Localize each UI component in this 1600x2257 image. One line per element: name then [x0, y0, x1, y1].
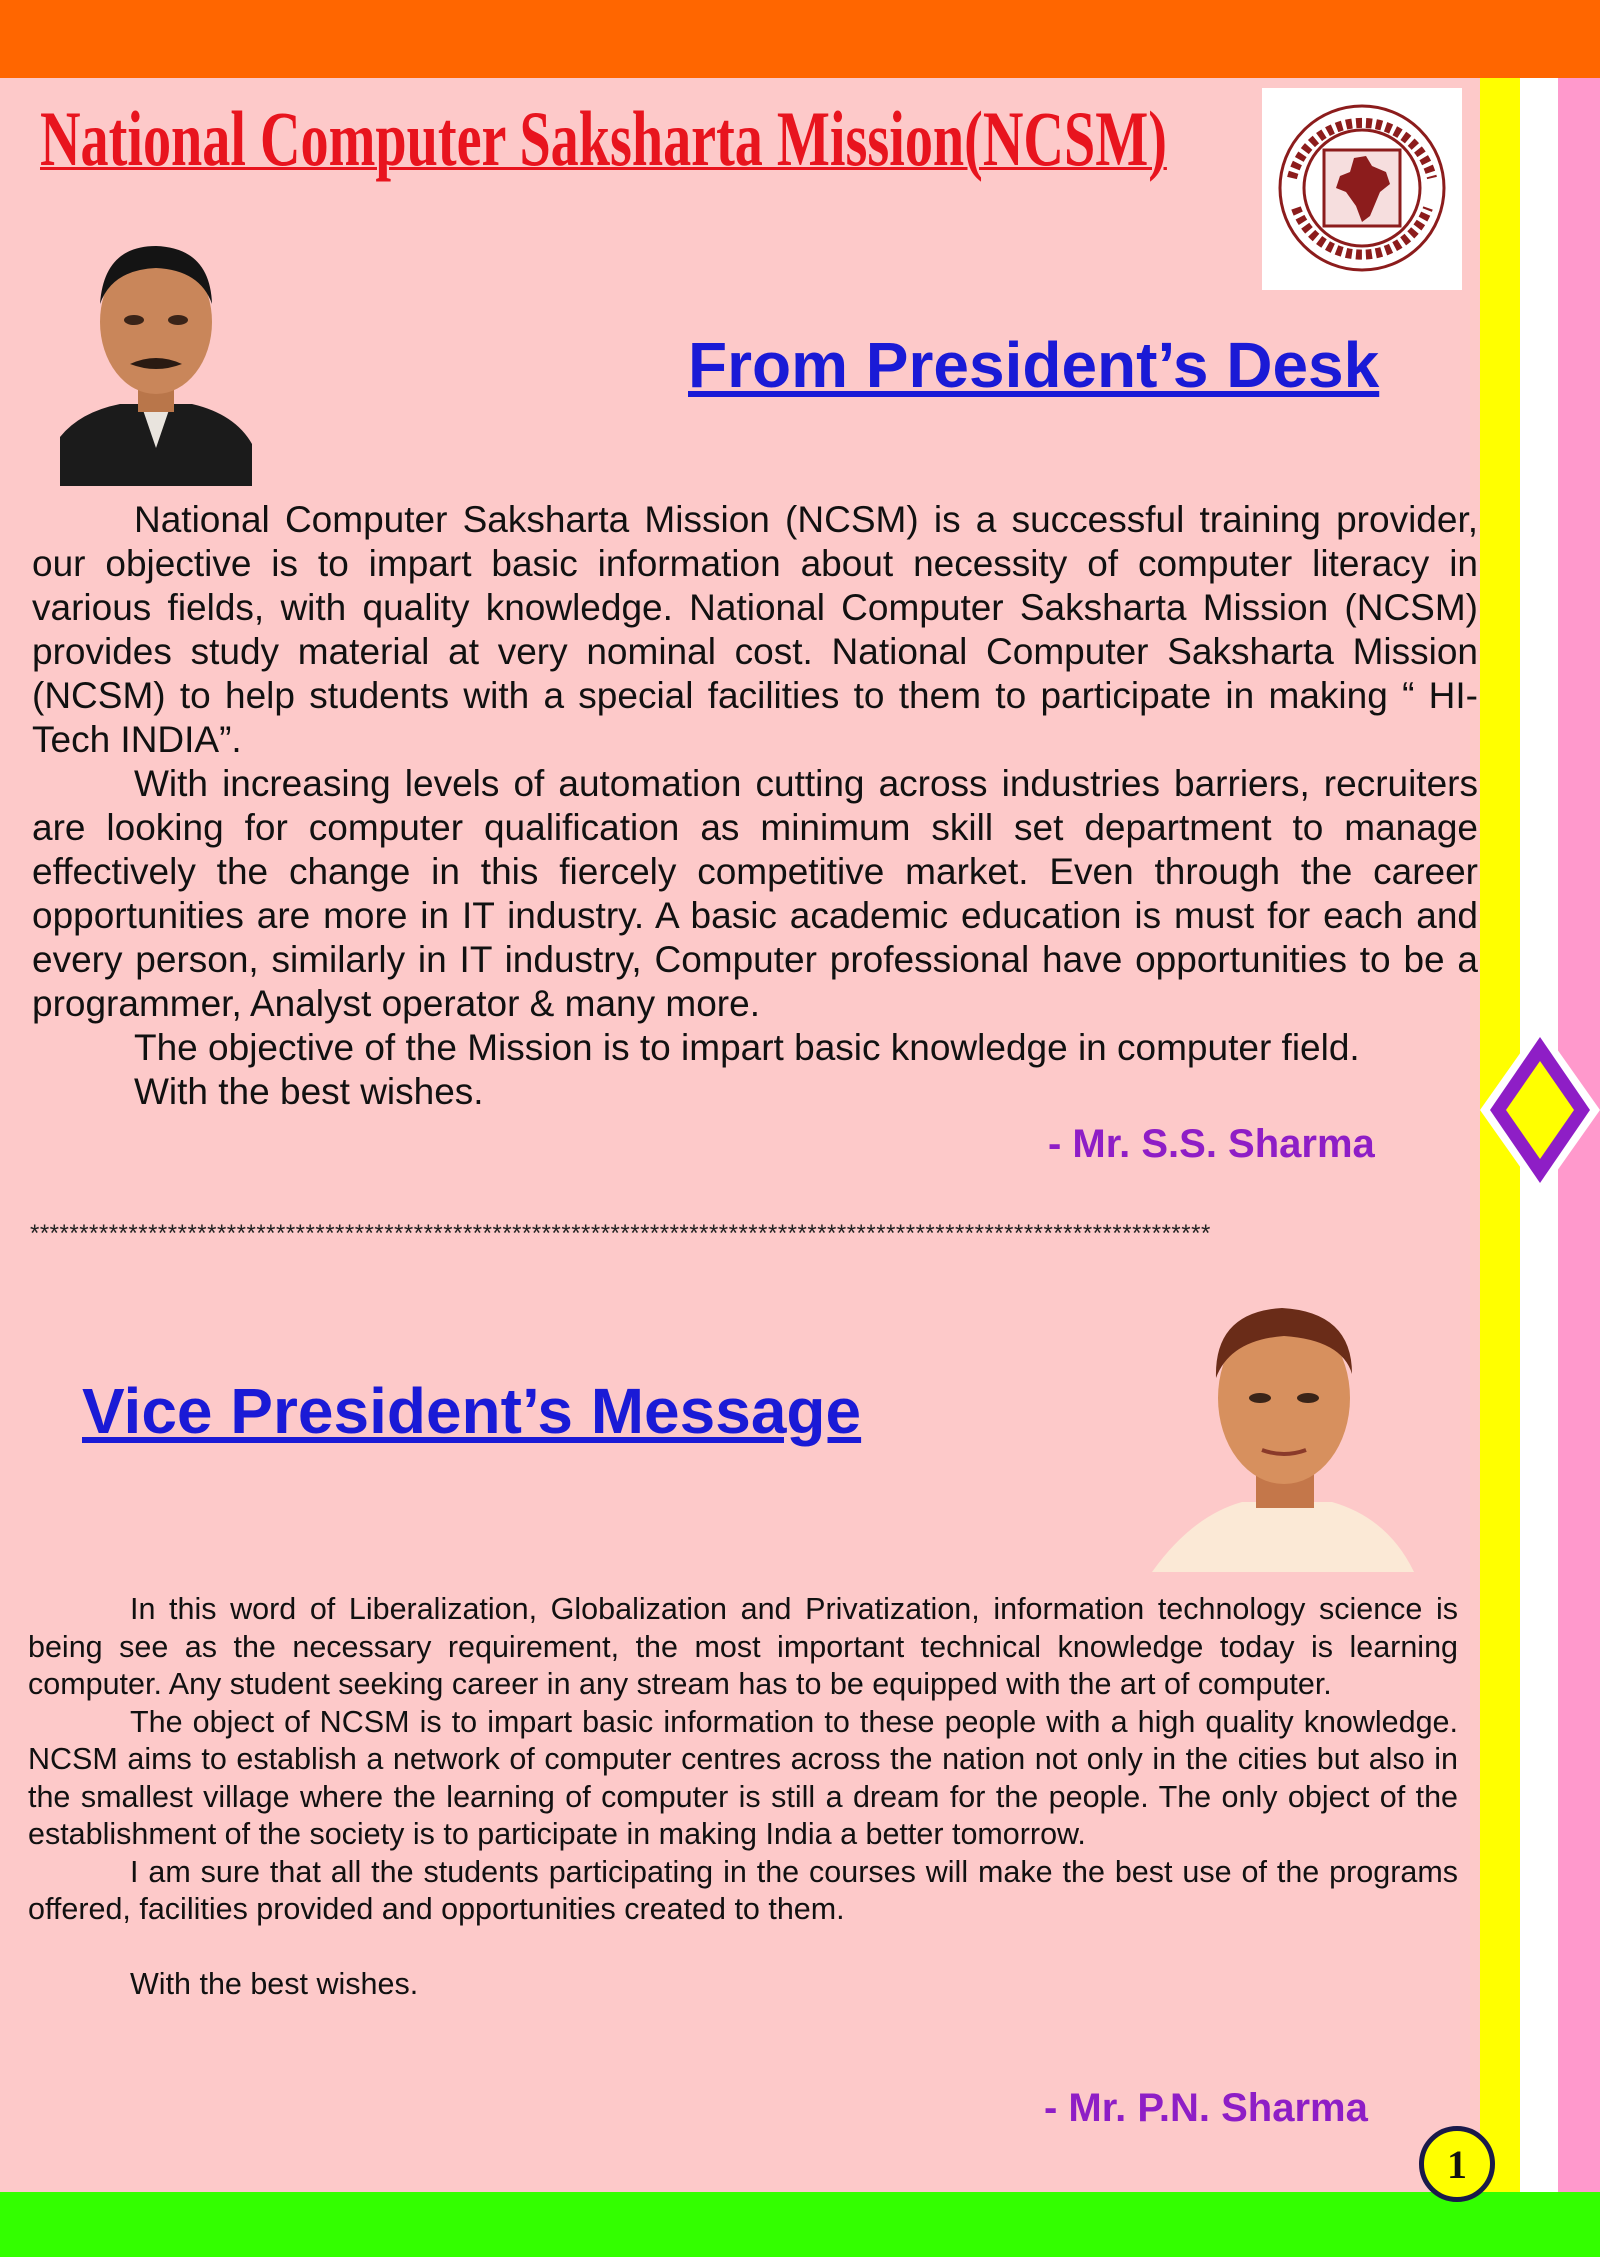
president-photo [60, 222, 252, 486]
vice-president-paragraph: I am sure that all the students participating in the courses will make the best use of the programs offered, facilities provided and opportunities created to them. [28, 1854, 1458, 1926]
vice-president-paragraph: With the best wishes. [130, 1966, 419, 2001]
bottom-green-band [0, 2192, 1600, 2257]
diamond-ornament-icon [1480, 1025, 1600, 1200]
vice-president-paragraph: In this word of Liberalization, Globalization and Privatization, information technology science is being see as the necessary requirement, the most important technical knowledge today is learning computer. Any student seeking career in any stream has to be equipped with the art of computer. [28, 1592, 1458, 1701]
vice-president-photo [1152, 1282, 1420, 1572]
page-number-badge: 1 [1419, 2126, 1495, 2202]
vice-president-message-body [28, 1591, 1458, 2003]
vice-president-heading: Vice President’s Message [82, 1375, 862, 1447]
vice-president-paragraph: The object of NCSM is to impart basic information to these people with a high quality knowledge. NCSM aims to establish a network of computer centres across the nation not only in the cities but also in the smallest village where the learning of computer is still a dream for the people. The only object of the establishment of the society is to participate in making India a better tomorrow. [28, 1704, 1458, 1851]
president-paragraph: The objective of the Mission is to impart basic knowledge in computer field. [134, 1027, 1360, 1068]
president-desk-heading: From President’s Desk [688, 329, 1380, 401]
page-title: National Computer Saksharta Mission(NCSM) [40, 95, 1167, 182]
section-divider: ************************************************************************************************************************ [30, 1220, 1211, 1247]
president-paragraph: National Computer Saksharta Mission (NCSM) is a successful training provider, our objective is to impart basic information about necessity of computer literacy in various fields, with quality knowledge. National Computer Saksharta Mission (NCSM) provides study material at very nominal cost. National Computer Saksharta Mission (NCSM) to help students with a special facilities to them to participate in making “ HI-Tech INDIA”. [32, 499, 1478, 760]
president-signature: - Mr. S.S. Sharma [1048, 1122, 1375, 1166]
president-message-body [32, 498, 1478, 1114]
vice-president-signature: - Mr. P.N. Sharma [1044, 2086, 1368, 2130]
president-paragraph: With the best wishes. [134, 1071, 484, 1112]
ncsm-seal-logo [1262, 88, 1462, 290]
top-orange-band [0, 0, 1600, 78]
president-paragraph: With increasing levels of automation cutting across industries barriers, recruiters are looking for computer qualification as minimum skill set department to manage effectively the change in this fiercely competitive market. Even through the career opportunities are more in IT industry. A basic academic education is must for each and every person, similarly in IT industry, Computer professional have opportunities to be a programmer, Analyst operator & many more. [32, 763, 1478, 1024]
